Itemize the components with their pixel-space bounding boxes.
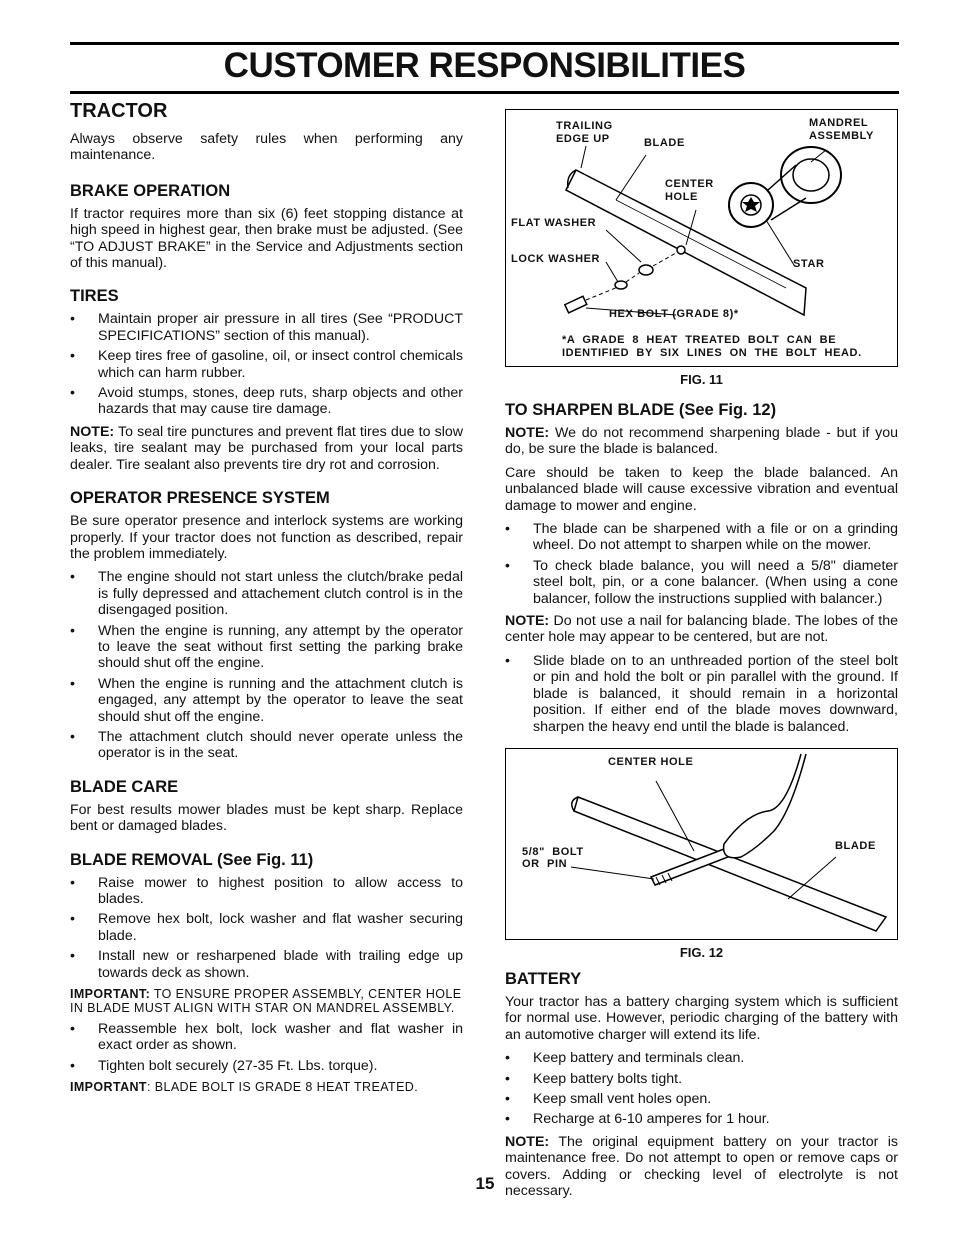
- label-trailing-edge: TRAILING EDGE UP: [556, 120, 613, 145]
- tractor-intro: Always observe safety rules when performing any maintenance.: [70, 131, 463, 164]
- list-item: • Install new or resharpened blade with trailing edge up towards deck as shown.: [70, 948, 463, 981]
- note-text: The original equipment battery on your tractor is maintenance free. Do not attempt to open or remove caps or covers. Adding or checking level of electrolyte is not necessary.: [505, 1133, 899, 1199]
- label-star: STAR: [793, 258, 825, 270]
- important-notice-2: [70, 1080, 463, 1094]
- list-item: • When the engine is running and the attachment clutch is engaged, any attempt by the operator to leave the seat should shut off the engine.: [70, 676, 463, 725]
- list-item: • To check blade balance, you will need a 5/8" diameter steel bolt, pin, or a cone balancer. (When using a cone balancer, follow the instructions supplied with balancer.): [505, 558, 898, 607]
- left-column: [70, 100, 463, 1107]
- list-item: • Avoid stumps, stones, deep ruts, sharp objects and other hazards that may cause tire damage.: [70, 385, 463, 418]
- page-title: CUSTOMER RESPONSIBILITIES: [223, 46, 746, 85]
- important-label: IMPORTANT:: [70, 987, 151, 1002]
- sharpen-text: Care should be taken to keep the blade balanced. An unbalanced blade will cause excessive vibration and eventual damage to mower and engine.: [505, 464, 898, 514]
- tires-section: [70, 287, 463, 473]
- list-item: • Keep battery bolts tight.: [505, 1071, 898, 1087]
- ops-intro: Be sure operator presence and interlock systems are working properly. If your tractor does not function as described, repair the problem immediately.: [70, 513, 463, 562]
- blade-care-section: [70, 778, 463, 835]
- list-item: • Maintain proper air pressure in all tires (See “PRODUCT SPECIFICATIONS” section of this manual).: [70, 311, 463, 344]
- right-column: [505, 100, 898, 1212]
- battery-heading: BATTERY: [505, 969, 582, 988]
- blade-removal-list-2: [70, 1021, 463, 1074]
- list-item: • The blade can be sharpened with a file or on a grinding wheel. Do not attempt to sharpen while on the mower.: [505, 521, 898, 554]
- list-item: • Remove hex bolt, lock washer and flat washer securing blade.: [70, 911, 463, 944]
- list-item: • Slide blade on to an unthreaded portion of the steel bolt or pin and hold the bolt or pin parallel with the ground. If blade is balanced, it should remain in a horizontal position. If either end of the blade moves downward, sharpen the heavy end until the blade is balanced.: [505, 653, 898, 735]
- important-label: IMPORTANT: [70, 1080, 147, 1095]
- label-flat-washer: FLAT WASHER: [511, 217, 597, 229]
- note-label: NOTE:: [70, 423, 115, 440]
- blade-care-text: For best results mower blades must be kept sharp. Replace bent or damaged blades.: [70, 801, 463, 835]
- tractor-section: [70, 100, 463, 164]
- list-item: • The attachment clutch should never operate unless the operator is in the seat.: [70, 729, 463, 762]
- tractor-heading: TRACTOR: [70, 100, 168, 122]
- page-number: 15: [475, 1174, 495, 1193]
- ops-heading: OPERATOR PRESENCE SYSTEM: [70, 489, 330, 508]
- blade-removal-heading: BLADE REMOVAL (See Fig. 11): [70, 850, 314, 869]
- brake-heading: BRAKE OPERATION: [70, 181, 231, 200]
- note-label: NOTE:: [505, 1133, 550, 1150]
- label-center-hole: CENTER HOLE: [608, 755, 694, 768]
- sharpen-list-2: [505, 653, 898, 735]
- battery-list: [505, 1050, 898, 1128]
- blade-assembly-illustration: [506, 110, 897, 366]
- note-label: NOTE:: [505, 613, 550, 630]
- top-rule: [70, 42, 899, 45]
- brake-text: If tractor requires more than six (6) feet stopping distance at high speed in highest gear, then brake must be adjusted. (See “TO ADJUST BRAKE” in the Service and Adjustments section of this manual).: [70, 205, 463, 272]
- important-text: TO ENSURE PROPER ASSEMBLY, CENTER HOLE IN BLADE MUST ALIGN WITH STAR ON MANDREL ASSEMBLY.: [70, 987, 462, 1016]
- note-label: NOTE:: [505, 425, 550, 441]
- figure-12-caption: FIG. 12: [679, 944, 724, 960]
- blade-removal-list: [70, 875, 463, 981]
- figure-footnote: *A GRADE 8 HEAT TREATED BOLT CAN BE IDENTIFIED BY SIX LINES ON THE BOLT HEAD.: [562, 334, 862, 359]
- blade-removal-section: [70, 851, 463, 1095]
- brake-section: [70, 182, 463, 272]
- list-item: • Keep small vent holes open.: [505, 1091, 898, 1107]
- battery-note: [505, 1134, 898, 1200]
- note-text: Do not use a nail for balancing blade. The lobes of the center hole may appear to be centered, but are not.: [505, 613, 898, 646]
- figure-12: [505, 748, 898, 940]
- title-underline: [70, 91, 899, 94]
- label-center-hole: CENTER HOLE: [665, 178, 714, 203]
- list-item: • Raise mower to highest position to allow access to blades.: [70, 875, 463, 908]
- note-text: To seal tire punctures and prevent flat tires due to slow leaks, tire sealant may be purchased from your local parts dealer. Tire sealant also prevents tire dry rot and corrosion.: [70, 423, 463, 473]
- label-blade: BLADE: [644, 137, 685, 149]
- sharpen-note-2: [505, 613, 898, 646]
- label-hex-bolt: HEX BOLT (GRADE 8)*: [609, 308, 739, 320]
- figure-11-caption: FIG. 11: [680, 372, 723, 387]
- list-item: • Keep tires free of gasoline, oil, or insect control chemicals which can harm rubber.: [70, 348, 463, 381]
- sharpen-section: [505, 401, 898, 735]
- list-item: • Tighten bolt securely (27-35 Ft. Lbs. torque).: [70, 1058, 463, 1074]
- tires-heading: TIRES: [70, 287, 119, 306]
- label-lock-washer: LOCK WASHER: [511, 253, 601, 265]
- list-item: • Recharge at 6-10 amperes for 1 hour.: [505, 1111, 898, 1127]
- ops-section: [70, 489, 463, 762]
- ops-list: [70, 569, 463, 761]
- tires-note: [70, 424, 463, 473]
- label-blade: BLADE: [835, 839, 876, 852]
- list-item: • Reassemble hex bolt, lock washer and flat washer in exact order as shown.: [70, 1021, 463, 1054]
- blade-care-heading: BLADE CARE: [70, 777, 179, 796]
- sharpen-note: [505, 425, 898, 458]
- label-bolt-or-pin: 5/8" BOLT OR PIN: [522, 845, 584, 871]
- list-item: • When the engine is running, any attempt by the operator to leave the seat without first setting the parking brake should shut off the engine.: [70, 623, 463, 672]
- important-text: : BLADE BOLT IS GRADE 8 HEAT TREATED.: [146, 1080, 419, 1095]
- battery-text: Your tractor has a battery charging system which is sufficient for normal use. However, periodic charging of the battery with an automotive charger will extend its life.: [505, 993, 898, 1043]
- tires-list: [70, 311, 463, 417]
- sharpen-heading: TO SHARPEN BLADE (See Fig. 12): [505, 401, 777, 419]
- list-item: • The engine should not start unless the clutch/brake pedal is fully depressed and attachement clutch control is in the disengaged position.: [70, 569, 463, 618]
- sharpen-list: [505, 521, 898, 607]
- figure-11: [505, 109, 898, 367]
- label-mandrel-assembly: MANDREL ASSEMBLY: [809, 117, 874, 142]
- note-text: We do not recommend sharpening blade - but if you do, be sure the blade is balanced.: [505, 425, 898, 458]
- important-notice: [70, 987, 463, 1015]
- list-item: • Keep battery and terminals clean.: [505, 1050, 898, 1066]
- battery-section: [505, 970, 898, 1199]
